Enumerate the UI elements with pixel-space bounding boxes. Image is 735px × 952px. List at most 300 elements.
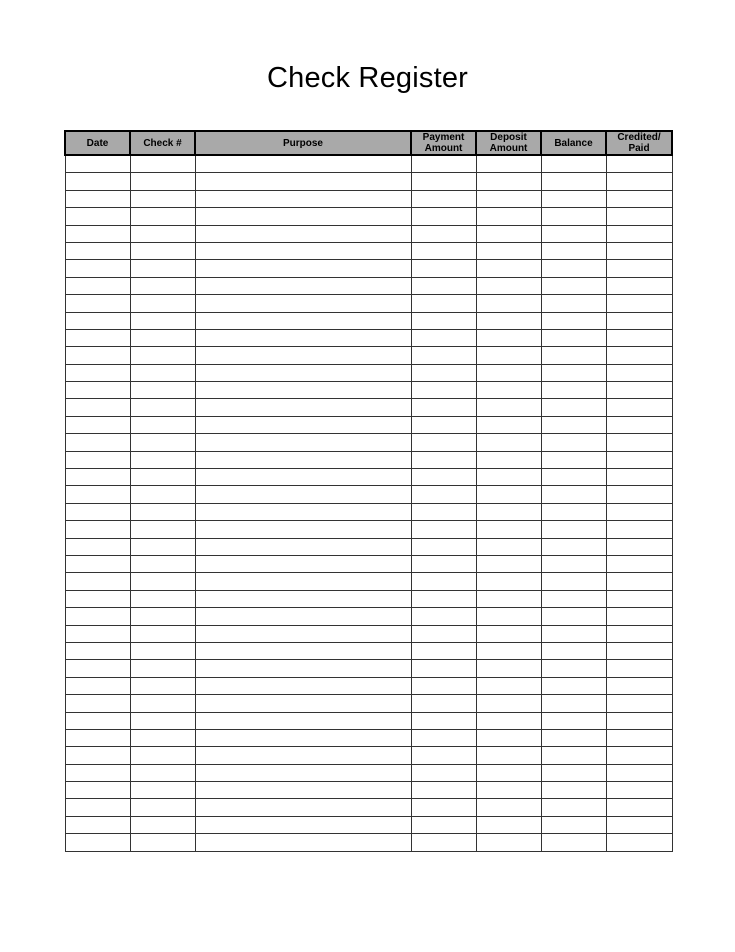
cell-purpose [195,382,411,399]
cell-balance [541,208,606,225]
cell-deposit [476,486,541,503]
cell-payment [411,573,476,590]
cell-date [65,469,130,486]
cell-purpose [195,834,411,851]
cell-deposit [476,521,541,538]
cell-credited [606,747,672,764]
cell-payment [411,469,476,486]
cell-balance [541,173,606,190]
cell-purpose [195,208,411,225]
cell-payment [411,451,476,468]
cell-purpose [195,329,411,346]
cell-date [65,225,130,242]
cell-payment [411,208,476,225]
cell-purpose [195,695,411,712]
cell-credited [606,225,672,242]
cell-deposit [476,625,541,642]
cell-purpose [195,799,411,816]
cell-deposit [476,451,541,468]
cell-purpose [195,608,411,625]
cell-purpose [195,434,411,451]
cell-credited [606,399,672,416]
cell-credited [606,469,672,486]
cell-date [65,329,130,346]
column-header-check-number: Check # [130,131,195,155]
cell-date [65,782,130,799]
cell-date [65,642,130,659]
cell-balance [541,277,606,294]
cell-payment [411,608,476,625]
cell-purpose [195,295,411,312]
cell-check [130,399,195,416]
cell-balance [541,816,606,833]
cell-balance [541,764,606,781]
table-row [65,347,672,364]
cell-balance [541,382,606,399]
cell-payment [411,642,476,659]
table-row [65,729,672,746]
cell-balance [541,364,606,381]
cell-date [65,190,130,207]
cell-balance [541,660,606,677]
cell-payment [411,382,476,399]
cell-payment [411,295,476,312]
cell-credited [606,190,672,207]
cell-deposit [476,329,541,346]
table-row [65,242,672,259]
cell-credited [606,573,672,590]
cell-payment [411,816,476,833]
cell-check [130,834,195,851]
table-body [65,155,672,851]
table-row [65,764,672,781]
cell-payment [411,155,476,173]
cell-date [65,764,130,781]
cell-deposit [476,747,541,764]
table-row [65,486,672,503]
cell-credited [606,799,672,816]
cell-purpose [195,782,411,799]
cell-balance [541,486,606,503]
table-row [65,208,672,225]
cell-check [130,347,195,364]
cell-balance [541,555,606,572]
cell-check [130,712,195,729]
table-row [65,225,672,242]
check-register-table [64,130,673,852]
cell-date [65,660,130,677]
cell-deposit [476,312,541,329]
cell-credited [606,329,672,346]
cell-credited [606,608,672,625]
table-row [65,190,672,207]
cell-date [65,434,130,451]
cell-credited [606,764,672,781]
cell-check [130,799,195,816]
cell-date [65,677,130,694]
cell-deposit [476,225,541,242]
cell-date [65,486,130,503]
cell-payment [411,695,476,712]
cell-check [130,329,195,346]
cell-payment [411,764,476,781]
column-header-credited-paid: Credited/ Paid [606,131,672,155]
cell-payment [411,486,476,503]
cell-balance [541,573,606,590]
cell-purpose [195,625,411,642]
cell-credited [606,590,672,607]
cell-purpose [195,364,411,381]
column-header-purpose: Purpose [195,131,411,155]
cell-date [65,816,130,833]
cell-balance [541,434,606,451]
cell-deposit [476,155,541,173]
cell-deposit [476,469,541,486]
table-row [65,695,672,712]
cell-deposit [476,295,541,312]
cell-credited [606,208,672,225]
cell-payment [411,521,476,538]
cell-purpose [195,347,411,364]
cell-credited [606,729,672,746]
cell-payment [411,625,476,642]
cell-deposit [476,364,541,381]
cell-deposit [476,816,541,833]
table-row [65,712,672,729]
cell-check [130,451,195,468]
cell-balance [541,521,606,538]
cell-payment [411,277,476,294]
cell-credited [606,538,672,555]
cell-credited [606,555,672,572]
cell-deposit [476,173,541,190]
cell-check [130,469,195,486]
cell-date [65,747,130,764]
cell-balance [541,347,606,364]
cell-balance [541,608,606,625]
cell-check [130,573,195,590]
cell-deposit [476,538,541,555]
column-header-date: Date [65,131,130,155]
cell-balance [541,155,606,173]
table-row [65,608,672,625]
table-row [65,590,672,607]
cell-balance [541,782,606,799]
cell-date [65,834,130,851]
cell-deposit [476,729,541,746]
cell-balance [541,399,606,416]
cell-deposit [476,555,541,572]
cell-credited [606,816,672,833]
cell-payment [411,782,476,799]
cell-payment [411,347,476,364]
cell-purpose [195,242,411,259]
cell-payment [411,242,476,259]
cell-purpose [195,590,411,607]
cell-balance [541,469,606,486]
cell-credited [606,364,672,381]
cell-deposit [476,208,541,225]
cell-payment [411,834,476,851]
cell-balance [541,625,606,642]
cell-date [65,382,130,399]
cell-check [130,295,195,312]
cell-date [65,590,130,607]
cell-check [130,695,195,712]
cell-credited [606,242,672,259]
table-row [65,364,672,381]
cell-payment [411,677,476,694]
cell-deposit [476,190,541,207]
cell-payment [411,729,476,746]
table-row [65,538,672,555]
cell-deposit [476,660,541,677]
cell-purpose [195,173,411,190]
column-header-balance: Balance [541,131,606,155]
cell-deposit [476,382,541,399]
cell-purpose [195,573,411,590]
table-row [65,799,672,816]
cell-credited [606,295,672,312]
cell-date [65,312,130,329]
cell-payment [411,190,476,207]
cell-balance [541,712,606,729]
cell-purpose [195,660,411,677]
cell-check [130,260,195,277]
cell-payment [411,555,476,572]
cell-purpose [195,225,411,242]
cell-date [65,277,130,294]
header-row [65,131,672,155]
table-row [65,277,672,294]
cell-date [65,538,130,555]
cell-deposit [476,782,541,799]
cell-purpose [195,712,411,729]
cell-payment [411,660,476,677]
cell-credited [606,712,672,729]
cell-date [65,573,130,590]
cell-date [65,695,130,712]
cell-credited [606,382,672,399]
cell-date [65,260,130,277]
cell-balance [541,503,606,520]
table-row [65,816,672,833]
cell-balance [541,416,606,433]
cell-deposit [476,764,541,781]
cell-balance [541,642,606,659]
cell-payment [411,503,476,520]
cell-date [65,155,130,173]
cell-balance [541,747,606,764]
table-row [65,155,672,173]
cell-balance [541,590,606,607]
cell-credited [606,451,672,468]
cell-purpose [195,642,411,659]
cell-purpose [195,816,411,833]
cell-deposit [476,260,541,277]
cell-deposit [476,712,541,729]
cell-date [65,712,130,729]
cell-check [130,538,195,555]
cell-check [130,503,195,520]
cell-purpose [195,399,411,416]
table-row [65,295,672,312]
cell-check [130,660,195,677]
table-row [65,677,672,694]
cell-check [130,677,195,694]
cell-purpose [195,764,411,781]
cell-deposit [476,503,541,520]
cell-check [130,764,195,781]
cell-deposit [476,677,541,694]
cell-credited [606,347,672,364]
cell-check [130,521,195,538]
cell-check [130,312,195,329]
table-row [65,747,672,764]
cell-date [65,242,130,259]
cell-date [65,729,130,746]
cell-check [130,486,195,503]
cell-payment [411,364,476,381]
cell-purpose [195,555,411,572]
cell-purpose [195,469,411,486]
cell-check [130,555,195,572]
cell-payment [411,799,476,816]
cell-purpose [195,312,411,329]
table-row [65,573,672,590]
cell-date [65,608,130,625]
cell-payment [411,434,476,451]
cell-check [130,590,195,607]
table-row [65,382,672,399]
cell-deposit [476,399,541,416]
cell-payment [411,260,476,277]
cell-balance [541,538,606,555]
cell-credited [606,173,672,190]
table-row [65,451,672,468]
cell-balance [541,242,606,259]
page-title: Check Register [266,62,469,94]
cell-credited [606,434,672,451]
cell-date [65,799,130,816]
cell-balance [541,329,606,346]
cell-balance [541,260,606,277]
table-header [65,131,672,155]
cell-payment [411,538,476,555]
cell-check [130,434,195,451]
cell-payment [411,712,476,729]
cell-check [130,625,195,642]
cell-deposit [476,642,541,659]
cell-date [65,173,130,190]
cell-deposit [476,799,541,816]
cell-purpose [195,538,411,555]
cell-credited [606,782,672,799]
cell-check [130,816,195,833]
cell-balance [541,295,606,312]
table-row [65,434,672,451]
cell-purpose [195,729,411,746]
table-row [65,782,672,799]
cell-check [130,364,195,381]
table-row [65,416,672,433]
cell-purpose [195,677,411,694]
cell-deposit [476,608,541,625]
cell-purpose [195,416,411,433]
cell-deposit [476,242,541,259]
cell-check [130,416,195,433]
cell-date [65,416,130,433]
cell-deposit [476,347,541,364]
cell-date [65,555,130,572]
table-row [65,312,672,329]
cell-check [130,729,195,746]
cell-credited [606,277,672,294]
table-row [65,503,672,520]
cell-purpose [195,747,411,764]
cell-check [130,190,195,207]
table-row [65,625,672,642]
cell-balance [541,695,606,712]
cell-credited [606,503,672,520]
cell-deposit [476,834,541,851]
cell-date [65,347,130,364]
cell-date [65,625,130,642]
cell-check [130,155,195,173]
column-header-deposit-amount: Deposit Amount [476,131,541,155]
cell-purpose [195,260,411,277]
cell-payment [411,225,476,242]
cell-check [130,208,195,225]
cell-balance [541,312,606,329]
cell-purpose [195,503,411,520]
cell-purpose [195,451,411,468]
cell-date [65,295,130,312]
cell-check [130,608,195,625]
table-row [65,834,672,851]
cell-date [65,399,130,416]
cell-balance [541,225,606,242]
cell-check [130,782,195,799]
cell-purpose [195,277,411,294]
cell-check [130,225,195,242]
cell-purpose [195,155,411,173]
cell-credited [606,486,672,503]
cell-date [65,364,130,381]
cell-check [130,242,195,259]
table-row [65,521,672,538]
cell-deposit [476,277,541,294]
table-row [65,555,672,572]
table-row [65,329,672,346]
cell-deposit [476,573,541,590]
cell-credited [606,521,672,538]
cell-credited [606,625,672,642]
cell-credited [606,416,672,433]
cell-balance [541,799,606,816]
cell-check [130,642,195,659]
cell-balance [541,834,606,851]
cell-purpose [195,486,411,503]
cell-payment [411,590,476,607]
cell-payment [411,747,476,764]
cell-deposit [476,434,541,451]
cell-deposit [476,590,541,607]
table-row [65,260,672,277]
cell-payment [411,416,476,433]
cell-check [130,277,195,294]
cell-balance [541,451,606,468]
